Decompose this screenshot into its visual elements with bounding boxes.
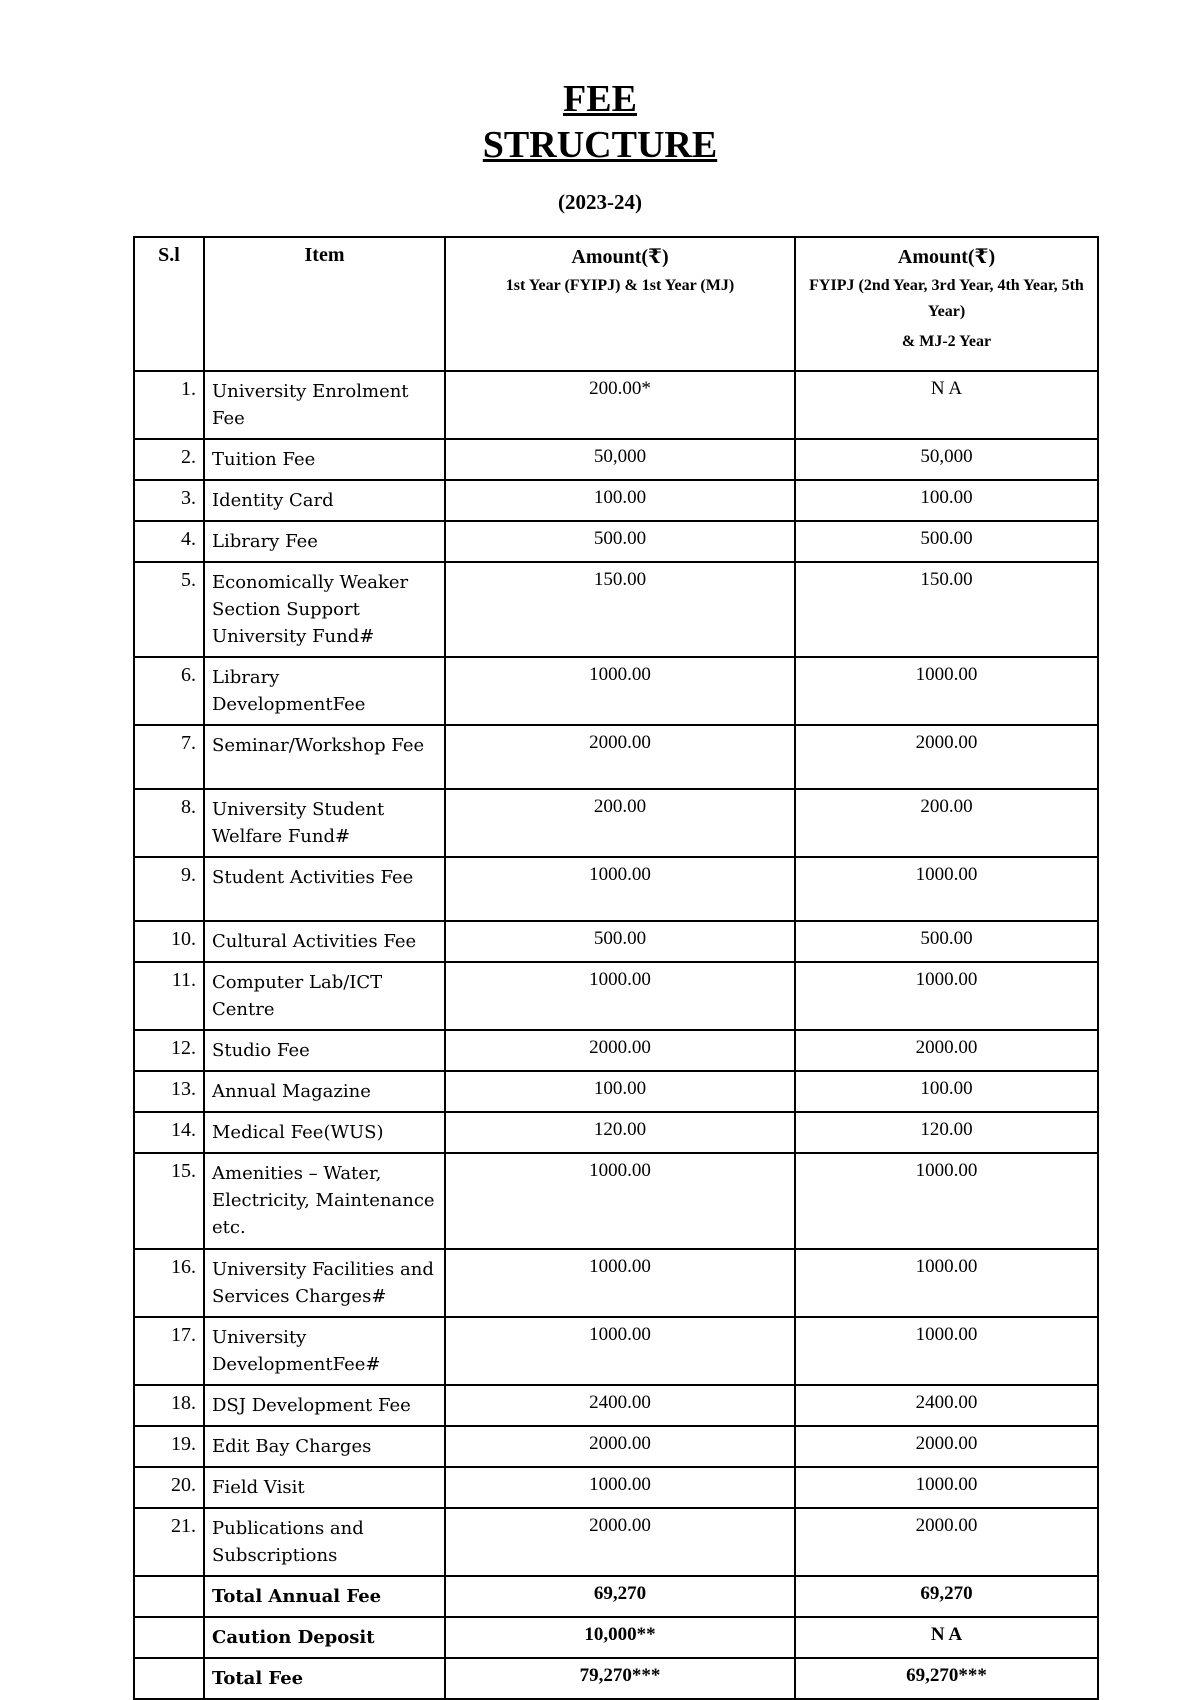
row-amount-first-year: 1000.00 <box>445 962 795 1030</box>
table-row <box>134 439 1098 480</box>
row-item: Identity Card <box>204 480 445 521</box>
row-amount-first-year: 1000.00 <box>445 1317 795 1385</box>
row-item: Publications and Subscriptions <box>204 1508 445 1576</box>
row-item: Medical Fee(WUS) <box>204 1112 445 1153</box>
table-row <box>134 657 1098 725</box>
row-amount-later-years: 100.00 <box>795 1071 1098 1112</box>
header-amount-later-years <box>795 237 1098 371</box>
table-row <box>134 1071 1098 1112</box>
row-amount-first-year: 2400.00 <box>445 1385 795 1426</box>
row-amount-first-year: 10,000** <box>445 1617 795 1658</box>
row-amount-later-years: 2000.00 <box>795 1508 1098 1576</box>
row-item: Library Fee <box>204 521 445 562</box>
row-sl: 11. <box>134 962 204 1030</box>
fee-table <box>133 236 1099 1700</box>
row-amount-first-year: 150.00 <box>445 562 795 657</box>
row-item: Total Fee <box>204 1658 445 1699</box>
row-amount-later-years: 2000.00 <box>795 725 1098 789</box>
row-sl: 18. <box>134 1385 204 1426</box>
header-amount-first-year-label: Amount(₹) <box>571 246 669 268</box>
session-year: (2023-24) <box>558 190 642 214</box>
row-sl: 7. <box>134 725 204 789</box>
header-amount-later-years-sub: FYIPJ (2nd Year, 3rd Year, 4th Year, 5th Year) <box>809 277 1084 320</box>
row-item: Computer Lab/ICT Centre <box>204 962 445 1030</box>
row-item: Library DevelopmentFee <box>204 657 445 725</box>
row-item: DSJ Development Fee <box>204 1385 445 1426</box>
row-item: Caution Deposit <box>204 1617 445 1658</box>
table-row <box>134 921 1098 962</box>
row-sl: 14. <box>134 1112 204 1153</box>
row-amount-later-years: 69,270*** <box>795 1658 1098 1699</box>
page-title-line1: FEE <box>563 78 637 120</box>
row-amount-first-year: 100.00 <box>445 480 795 521</box>
row-amount-later-years: N A <box>795 371 1098 439</box>
row-item: Amenities – Water, Electricity, Maintenance etc. <box>204 1153 445 1249</box>
header-amount-first-year <box>445 237 795 371</box>
table-row <box>134 480 1098 521</box>
table-row <box>134 1317 1098 1385</box>
table-header-row <box>134 237 1098 371</box>
row-amount-later-years: 120.00 <box>795 1112 1098 1153</box>
header-amount-first-year-sub: 1st Year (FYIPJ) & 1st Year (MJ) <box>505 277 735 294</box>
row-amount-later-years: 2000.00 <box>795 1030 1098 1071</box>
row-amount-later-years: 500.00 <box>795 521 1098 562</box>
row-item: University Enrolment Fee <box>204 371 445 439</box>
row-sl: 3. <box>134 480 204 521</box>
row-sl: 19. <box>134 1426 204 1467</box>
row-item: Economically Weaker Section Support University Fund# <box>204 562 445 657</box>
row-sl: 10. <box>134 921 204 962</box>
row-sl: 9. <box>134 857 204 921</box>
row-sl <box>134 1617 204 1658</box>
row-amount-first-year: 79,270*** <box>445 1658 795 1699</box>
row-amount-later-years: 500.00 <box>795 921 1098 962</box>
table-row <box>134 371 1098 439</box>
table-row <box>134 562 1098 657</box>
row-item: Annual Magazine <box>204 1071 445 1112</box>
row-item: University DevelopmentFee# <box>204 1317 445 1385</box>
table-row <box>134 1112 1098 1153</box>
row-item: Edit Bay Charges <box>204 1426 445 1467</box>
row-sl: 16. <box>134 1249 204 1317</box>
row-amount-later-years: 1000.00 <box>795 962 1098 1030</box>
page-title-line2: STRUCTURE <box>482 124 718 166</box>
row-amount-first-year: 1000.00 <box>445 1153 795 1249</box>
total-row <box>134 1658 1098 1699</box>
header-amount-later-years-sub2: & MJ-2 Year <box>901 333 992 350</box>
row-sl <box>134 1658 204 1699</box>
row-amount-first-year: 500.00 <box>445 921 795 962</box>
row-amount-first-year: 500.00 <box>445 521 795 562</box>
row-amount-later-years: N A <box>795 1617 1098 1658</box>
row-amount-later-years: 2400.00 <box>795 1385 1098 1426</box>
row-item: Tuition Fee <box>204 439 445 480</box>
row-sl: 20. <box>134 1467 204 1508</box>
row-amount-first-year: 2000.00 <box>445 1508 795 1576</box>
total-row <box>134 1576 1098 1617</box>
row-item: Studio Fee <box>204 1030 445 1071</box>
row-amount-first-year: 1000.00 <box>445 1467 795 1508</box>
row-amount-first-year: 120.00 <box>445 1112 795 1153</box>
row-sl: 5. <box>134 562 204 657</box>
row-amount-first-year: 1000.00 <box>445 1249 795 1317</box>
row-sl <box>134 1576 204 1617</box>
row-sl: 12. <box>134 1030 204 1071</box>
row-amount-later-years: 1000.00 <box>795 1153 1098 1249</box>
table-row <box>134 1426 1098 1467</box>
table-row <box>134 1385 1098 1426</box>
row-item: Total Annual Fee <box>204 1576 445 1617</box>
row-amount-later-years: 150.00 <box>795 562 1098 657</box>
row-sl: 2. <box>134 439 204 480</box>
table-row <box>134 962 1098 1030</box>
row-sl: 21. <box>134 1508 204 1576</box>
row-amount-first-year: 50,000 <box>445 439 795 480</box>
row-amount-later-years: 1000.00 <box>795 1317 1098 1385</box>
row-sl: 8. <box>134 789 204 857</box>
row-item: University Student Welfare Fund# <box>204 789 445 857</box>
row-amount-later-years: 1000.00 <box>795 1249 1098 1317</box>
table-row <box>134 1030 1098 1071</box>
row-item: Seminar/Workshop Fee <box>204 725 445 789</box>
row-amount-later-years: 200.00 <box>795 789 1098 857</box>
table-row <box>134 1249 1098 1317</box>
table-row <box>134 1467 1098 1508</box>
row-amount-first-year: 2000.00 <box>445 1030 795 1071</box>
header-amount-later-years-label: Amount(₹) <box>897 246 996 268</box>
row-amount-later-years: 1000.00 <box>795 857 1098 921</box>
row-amount-first-year: 2000.00 <box>445 1426 795 1467</box>
row-sl: 17. <box>134 1317 204 1385</box>
table-row <box>134 789 1098 857</box>
row-item: University Facilities and Services Charges# <box>204 1249 445 1317</box>
header-sl: S.l <box>134 237 204 371</box>
row-item: Field Visit <box>204 1467 445 1508</box>
row-sl: 4. <box>134 521 204 562</box>
row-amount-first-year: 200.00* <box>445 371 795 439</box>
row-amount-first-year: 100.00 <box>445 1071 795 1112</box>
row-amount-first-year: 69,270 <box>445 1576 795 1617</box>
row-item: Student Activities Fee <box>204 857 445 921</box>
table-row <box>134 725 1098 789</box>
row-sl: 13. <box>134 1071 204 1112</box>
table-row <box>134 857 1098 921</box>
row-amount-first-year: 1000.00 <box>445 657 795 725</box>
row-amount-later-years: 100.00 <box>795 480 1098 521</box>
total-row <box>134 1617 1098 1658</box>
row-sl: 6. <box>134 657 204 725</box>
row-item: Cultural Activities Fee <box>204 921 445 962</box>
header-item: Item <box>204 237 445 371</box>
row-sl: 15. <box>134 1153 204 1249</box>
row-amount-first-year: 2000.00 <box>445 725 795 789</box>
row-amount-later-years: 50,000 <box>795 439 1098 480</box>
table-row <box>134 521 1098 562</box>
row-amount-first-year: 200.00 <box>445 789 795 857</box>
row-sl: 1. <box>134 371 204 439</box>
table-row <box>134 1508 1098 1576</box>
table-row <box>134 1153 1098 1249</box>
row-amount-first-year: 1000.00 <box>445 857 795 921</box>
row-amount-later-years: 69,270 <box>795 1576 1098 1617</box>
row-amount-later-years: 2000.00 <box>795 1426 1098 1467</box>
row-amount-later-years: 1000.00 <box>795 1467 1098 1508</box>
row-amount-later-years: 1000.00 <box>795 657 1098 725</box>
